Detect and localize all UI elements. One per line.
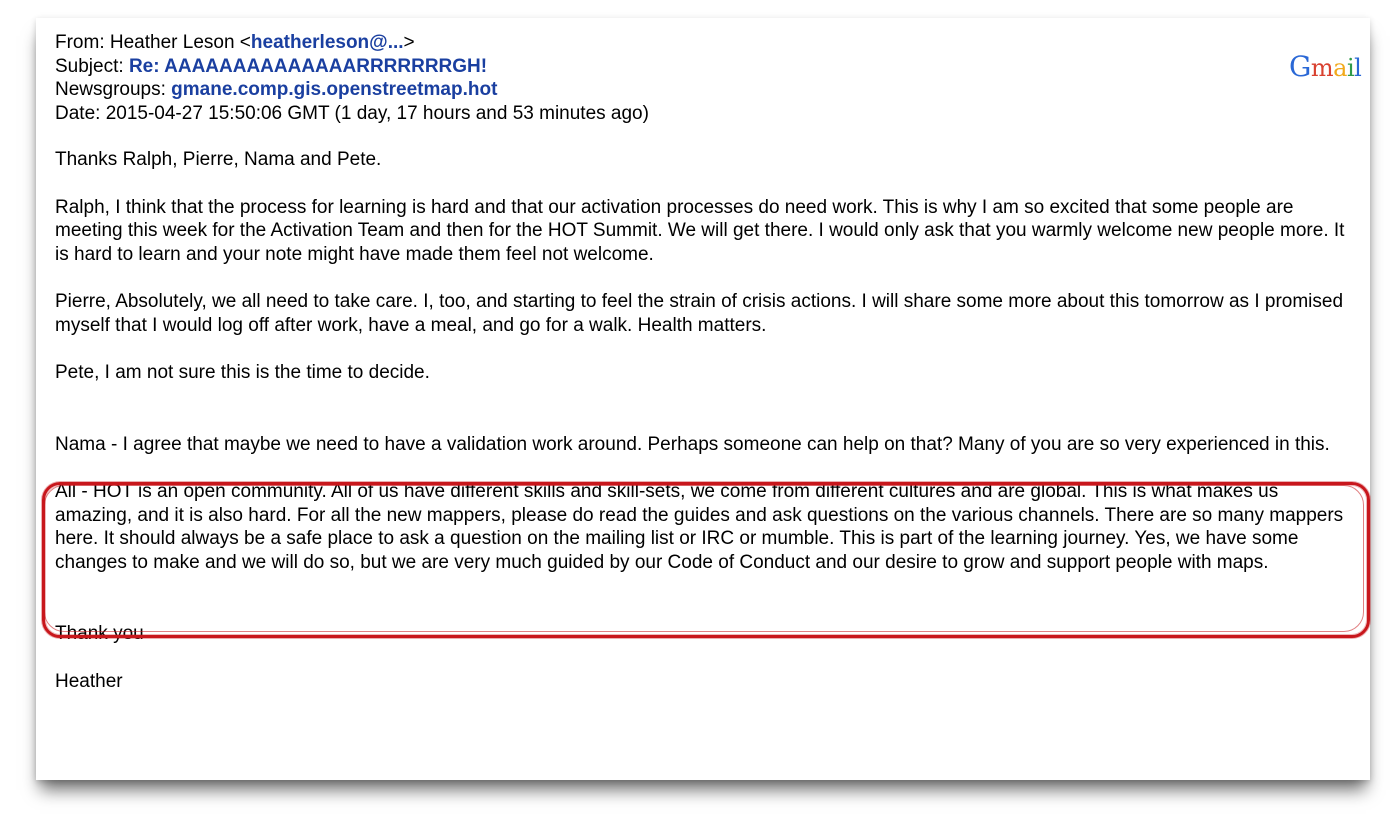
- body-paragraph-5: Nama - I agree that maybe we need to have a validation work around. Perhaps someone can help on that? Many of you are so very experienced in this.: [55, 433, 1330, 455]
- subject-line: [55, 55, 1355, 79]
- newsgroups-line: [55, 78, 1355, 102]
- from-suffix: >: [403, 32, 415, 53]
- body-paragraph-1: Thanks Ralph, Pierre, Nama and Pete.: [55, 149, 382, 170]
- body-paragraph-4: Pete, I am not sure this is the time to decide.: [55, 362, 430, 383]
- body-paragraph-2: Ralph, I think that the process for learning is hard and that our activation processes do need work. This is why I am so excited that some people are meeting this week for the Activation Team and then for the HOT Summit. We will get there. I would only ask that you warmly welcome new people more. It is hard to learn and your note might have made them feel not welcome.: [55, 196, 1345, 265]
- signature: Heather: [55, 670, 123, 692]
- from-label: From: Heather Leson <: [55, 32, 251, 53]
- newsgroups-label: Newsgroups:: [55, 79, 172, 100]
- from-email-link[interactable]: heatherleson@...: [250, 32, 404, 53]
- subject-link[interactable]: Re: AAAAAAAAAAAAAARRRRRRRGH!: [128, 55, 488, 77]
- from-line: [55, 31, 1355, 55]
- email-content: [55, 31, 1355, 693]
- body-paragraph-6: All - HOT is an open community. All of us have different skills and skill-sets, we come from different cultures and are global. This is what makes us amazing, and it is also hard. For all the new mappers, please do read the guides and ask questions on the various channels. There are so many mappers here. It should always be a safe place to ask a question on the mailing list or IRC or mumble. This is part of the learning journey. Yes, we have some changes to make and we will do so, but we are very much guided by our Code of Conduct and our desire to grow and support people with maps.: [55, 481, 1344, 573]
- newsgroups-link[interactable]: gmane.comp.gis.openstreetmap.hot: [171, 79, 498, 100]
- body-paragraph-3: Pierre, Absolutely, we all need to take care. I, too, and starting to feel the strain of crisis actions. I will share some more about this tomorrow as I promised myself that I would log off after work, have a meal, and go for a walk. Health matters.: [55, 291, 1344, 336]
- subject-label: Subject:: [55, 55, 129, 77]
- body-paragraph-7: Thank you: [55, 623, 144, 644]
- gmail-logo: Gmail: [1289, 50, 1362, 83]
- date-line: Date: 2015-04-27 15:50:06 GMT (1 day, 17 hours and 53 minutes ago): [55, 102, 649, 124]
